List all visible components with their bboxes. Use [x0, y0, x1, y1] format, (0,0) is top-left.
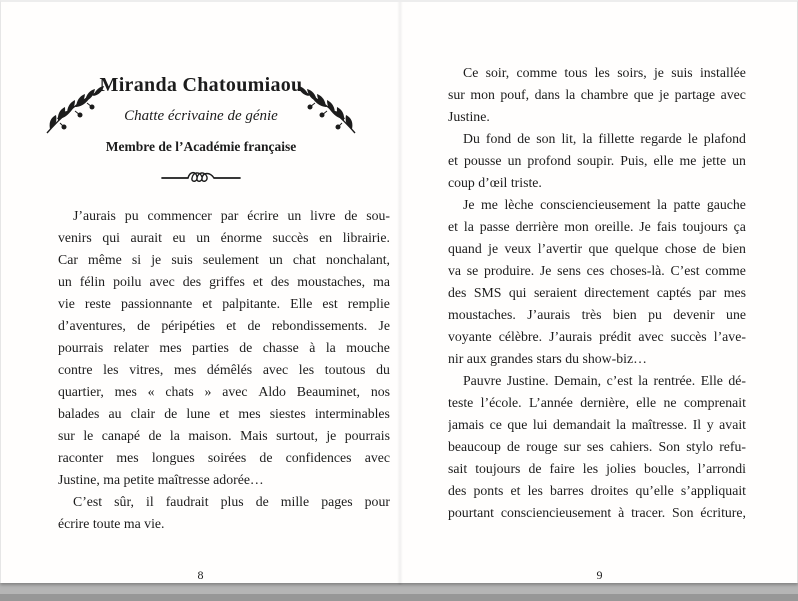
desk-background — [0, 594, 798, 601]
book-subtitle: Chatte écrivaine de génie — [124, 108, 278, 124]
page-text-right — [448, 62, 746, 524]
chapter-header — [41, 74, 361, 186]
text-line: raconter mes longues soirées de confidences avec — [58, 450, 390, 465]
book-title: Miranda Chatoumiaou — [99, 74, 303, 96]
section-divider-ornament-icon — [41, 168, 361, 186]
text-line: moustaches. J’aurais très bien pu devenir une — [448, 307, 746, 322]
text-line: quand je veux l’avertir que quelque chose de bien — [448, 241, 746, 256]
text-line: nir aux grandes stars du show-biz… — [448, 351, 647, 366]
page-text-left — [58, 205, 390, 535]
text-line: sur mon pouf, dans la chambre que je partage avec — [448, 87, 746, 102]
text-line: venirs qui aurait eu un énorme succès en librairie. — [58, 230, 390, 245]
text-line: et pousse un profond soupir. Puis, elle me jette un — [448, 153, 746, 168]
text-line: sait toujours de faire les jolies boucles, l’arrondi — [448, 461, 746, 476]
text-line: des SMS qui seraient directement captés par mes — [448, 285, 746, 300]
text-line: sur le canapé de la maison. Mais surtout, je pourrais — [58, 428, 390, 443]
text-line: Pauvre Justine. Demain, c’est la rentrée. Elle dé- — [463, 373, 746, 388]
text-line: Car même si je suis seulement un chat nonchalant, — [58, 252, 390, 267]
text-line: J’aurais pu commencer par écrire un livre de sou- — [73, 208, 390, 223]
text-line: Du fond de son lit, la fillette regarde le plafond — [463, 131, 746, 146]
text-line: C’est sûr, il faudrait plus de mille pages pour — [73, 494, 390, 509]
text-line: d’aventures, de péripéties et de rebondissements. Je — [58, 318, 390, 333]
author-affiliation: Membre de l’Académie française — [105, 139, 297, 154]
text-line: teste l’école. L’année dernière, elle ne comprenait — [448, 395, 746, 410]
text-line: pourtant consciencieusement à tracer. Son écriture, — [448, 505, 746, 520]
text-line: Je me lèche consciencieusement la patte gauche — [463, 197, 746, 212]
text-line: beaucoup de rouge sur ses cahiers. Son stylo refu- — [448, 439, 746, 454]
page-gutter — [397, 2, 403, 585]
text-line: quartier, mes « chats » avec Aldo Beauminet, nos — [58, 384, 390, 399]
text-line: balades au clair de lune et mes siestes interminables — [58, 406, 390, 421]
text-line: vie reste passionnante et palpitante. Elle est remplie — [58, 296, 390, 311]
text-line: pourrais relater mes parties de chasse à la mouche — [58, 340, 390, 355]
page-number-right: 9 — [596, 568, 603, 582]
text-line: contre les vitres, mes démêlés avec les toutous du — [58, 362, 390, 377]
text-line: des ponts et les barres droites qu’elle s’appliquait — [448, 483, 746, 498]
text-line: un félin poilu avec des griffes et des moustaches, ma — [58, 274, 390, 289]
text-line: Justine. — [448, 109, 490, 124]
text-line: Ce soir, comme tous les soirs, je suis installée — [463, 65, 746, 80]
text-line: va se produire. Je sens ces choses-là. C’est comme — [448, 263, 746, 278]
text-line: jamais ce que lui demandait la maîtresse. Il y avait — [448, 417, 746, 432]
text-line: voyante célèbre. J’aurais prédit avec succès l’ave- — [448, 329, 746, 344]
page-number-left: 8 — [197, 568, 204, 582]
text-line: coup d’œil triste. — [448, 175, 542, 190]
text-line: et la passe derrière mon oreille. Je fais toujours ça — [448, 219, 746, 234]
text-line: Justine, ma petite maîtresse adorée… — [58, 472, 264, 487]
text-line: écrire toute ma vie. — [58, 516, 165, 531]
